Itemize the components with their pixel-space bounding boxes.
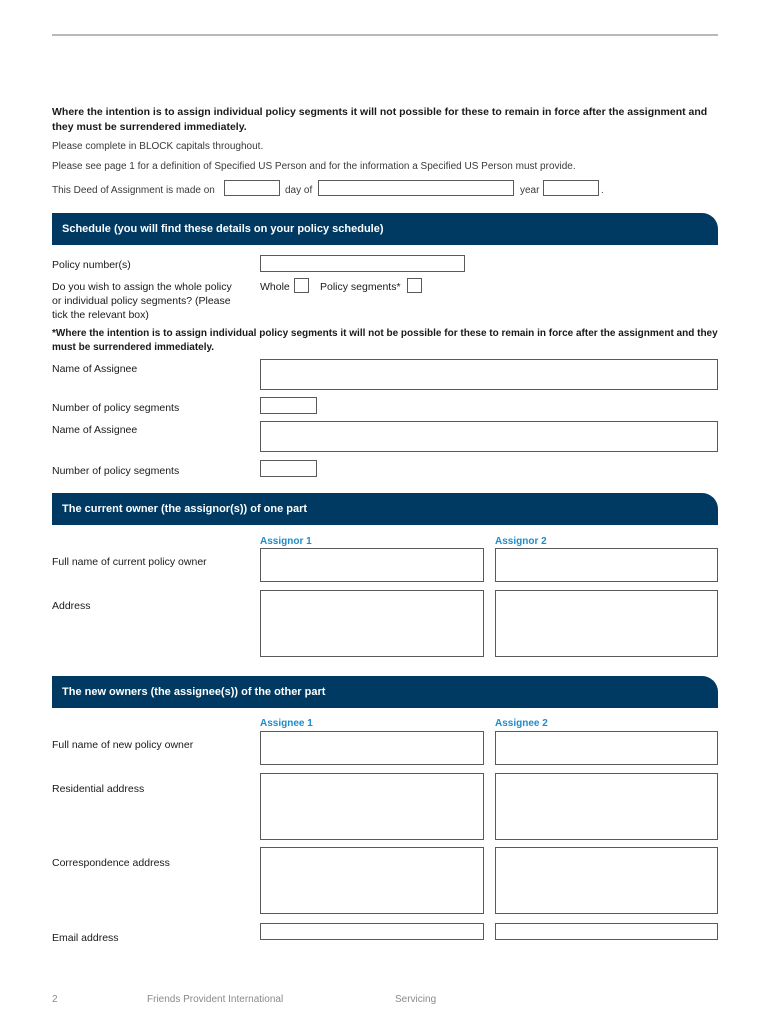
deed-date-month-field[interactable] bbox=[318, 180, 514, 196]
footer-section: Servicing bbox=[395, 994, 437, 1005]
new-owner-name-label: Full name of new policy owner bbox=[52, 739, 194, 751]
deed-date-year-field[interactable] bbox=[543, 180, 599, 196]
assignor-1-heading: Assignor 1 bbox=[260, 536, 312, 547]
assignee-2-email-field[interactable] bbox=[495, 923, 718, 940]
assignee-2-residential-field[interactable] bbox=[495, 773, 718, 840]
top-divider bbox=[52, 34, 718, 36]
whole-label: Whole bbox=[260, 281, 290, 293]
assignor-1-name-field[interactable] bbox=[260, 548, 484, 582]
deed-date-day-field[interactable] bbox=[224, 180, 280, 196]
assignor-1-address-field[interactable] bbox=[260, 590, 484, 657]
block-capitals-note: Please complete in BLOCK capitals throughout. bbox=[52, 141, 264, 152]
year-label: year bbox=[520, 185, 540, 196]
page-number: 2 bbox=[52, 994, 58, 1005]
period: . bbox=[601, 185, 604, 196]
name-of-assignee-1-field[interactable] bbox=[260, 359, 718, 390]
policy-segments-checkbox[interactable] bbox=[407, 278, 422, 293]
policy-numbers-field[interactable] bbox=[260, 255, 465, 272]
assign-question-label: Do you wish to assign the whole policy or individual policy segments? (Please tick the relevant box) bbox=[52, 281, 232, 321]
number-of-segments-1-field[interactable] bbox=[260, 397, 317, 414]
assignee-1-residential-field[interactable] bbox=[260, 773, 484, 840]
number-of-segments-1-label: Number of policy segments bbox=[52, 402, 180, 414]
assignee-2-correspondence-field[interactable] bbox=[495, 847, 718, 914]
policy-segments-label: Policy segments* bbox=[320, 281, 401, 293]
assignor-2-address-field[interactable] bbox=[495, 590, 718, 657]
email-address-label: Email address bbox=[52, 932, 119, 944]
name-of-assignee-2-field[interactable] bbox=[260, 421, 718, 452]
deed-made-on-label: This Deed of Assignment is made on bbox=[52, 185, 215, 196]
new-owners-banner: The new owners (the assignee(s)) of the other part bbox=[52, 676, 718, 708]
correspondence-address-label: Correspondence address bbox=[52, 857, 170, 869]
number-of-segments-2-label: Number of policy segments bbox=[52, 465, 180, 477]
assignee-1-heading: Assignee 1 bbox=[260, 718, 313, 729]
assignee-2-name-field[interactable] bbox=[495, 731, 718, 765]
schedule-banner: Schedule (you will find these details on your policy schedule) bbox=[52, 213, 718, 245]
current-owner-name-label: Full name of current policy owner bbox=[52, 556, 207, 568]
assignee-1-name-field[interactable] bbox=[260, 731, 484, 765]
name-of-assignee-1-label: Name of Assignee bbox=[52, 363, 138, 375]
current-owner-address-label: Address bbox=[52, 600, 91, 612]
assignee-1-email-field[interactable] bbox=[260, 923, 484, 940]
number-of-segments-2-field[interactable] bbox=[260, 460, 317, 477]
assignor-2-heading: Assignor 2 bbox=[495, 536, 547, 547]
residential-address-label: Residential address bbox=[52, 783, 145, 795]
asterisk-note: *Where the intention is to assign individual policy segments it will not be possible for these to remain in force after the assignment and they must be surrendered immediately. bbox=[52, 328, 718, 353]
assignee-2-heading: Assignee 2 bbox=[495, 718, 548, 729]
policy-numbers-label: Policy number(s) bbox=[52, 259, 131, 271]
footer-company: Friends Provident International bbox=[147, 994, 284, 1005]
assignor-2-name-field[interactable] bbox=[495, 548, 718, 582]
intro-bold-note: Where the intention is to assign individual policy segments it will not possible for these to remain in force after the assignment and they must be surrendered immediately. bbox=[52, 106, 708, 133]
day-of-label: day of bbox=[285, 185, 313, 196]
see-page-note: Please see page 1 for a definition of Specified US Person and for the information a Specified US Person must provide. bbox=[52, 161, 576, 172]
whole-checkbox[interactable] bbox=[294, 278, 309, 293]
name-of-assignee-2-label: Name of Assignee bbox=[52, 424, 138, 436]
assignee-1-correspondence-field[interactable] bbox=[260, 847, 484, 914]
current-owner-banner: The current owner (the assignor(s)) of one part bbox=[52, 493, 718, 525]
